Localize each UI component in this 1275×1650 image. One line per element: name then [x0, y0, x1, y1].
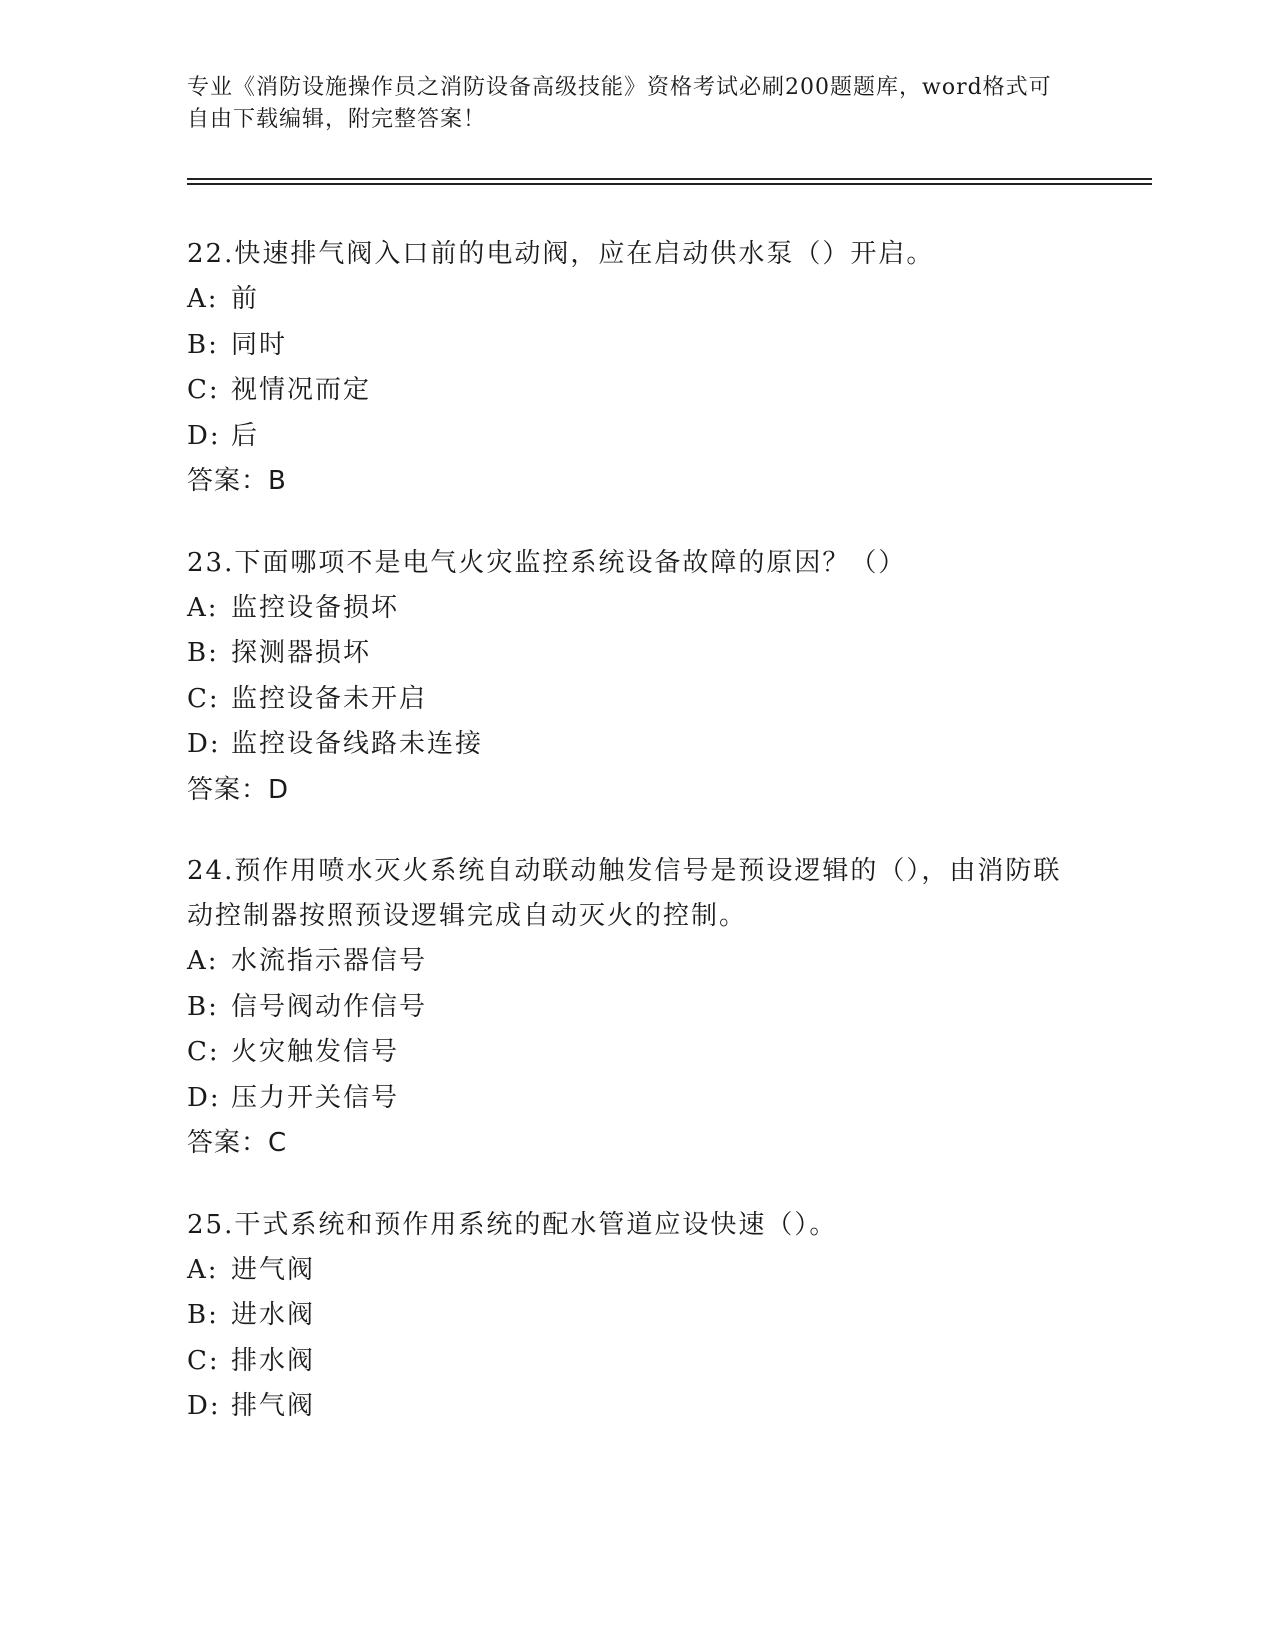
answer-line: 答案：C: [187, 1128, 288, 1158]
option-text: 监控设备未开启: [231, 683, 428, 714]
option-letter: D:: [187, 1082, 221, 1113]
question-stem: 25.干式系统和预作用系统的配水管道应设快速（）。: [187, 1209, 838, 1240]
option-c: [187, 1030, 1087, 1076]
option-c: [187, 677, 1087, 723]
option-letter: B:: [187, 329, 219, 360]
option-letter: D:: [187, 420, 221, 451]
option-text: 探测器损坏: [231, 638, 372, 668]
option-text: 监控设备线路未连接: [231, 729, 484, 759]
question-item: [187, 849, 1087, 1167]
option-text: 进气阀: [231, 1254, 316, 1285]
option-text: 水流指示器信号: [231, 946, 428, 976]
option-a: [187, 1248, 1087, 1294]
option-text: 信号阀动作信号: [231, 991, 428, 1022]
option-letter: A:: [187, 1254, 219, 1285]
option-a: [187, 586, 1087, 632]
question-item: [187, 1203, 1087, 1430]
option-text: 火灾触发信号: [231, 1037, 400, 1067]
option-a: [187, 939, 1087, 985]
option-text: 后: [231, 420, 260, 451]
option-letter: B:: [187, 638, 219, 668]
option-letter: C:: [187, 1345, 220, 1376]
option-d: [187, 1384, 1087, 1430]
option-letter: A:: [187, 284, 219, 314]
option-text: 进水阀: [231, 1300, 316, 1330]
option-letter: C:: [187, 683, 220, 714]
question-stem: 23.下面哪项不是电气火灾监控系统设备故障的原因？（）: [187, 547, 907, 578]
question-stem: 24.预作用喷水灭火系统自动联动触发信号是预设逻辑的（），由消防联动控制器按照预设逻辑完成自动灭火的控制。: [187, 856, 1062, 931]
option-letter: A:: [187, 946, 219, 976]
option-b: [187, 631, 1087, 677]
option-letter: B:: [187, 991, 219, 1022]
option-c: [187, 1339, 1087, 1385]
option-b: [187, 323, 1087, 369]
header-divider-bottom: [187, 183, 1152, 185]
option-text: 视情况而定: [231, 375, 372, 405]
option-text: 监控设备损坏: [231, 592, 400, 623]
option-d: [187, 414, 1087, 460]
document-header: 专业《消防设施操作员之消防设备高级技能》资格考试必刷200题题库，word格式可自由下载编辑，附完整答案！: [187, 75, 1052, 132]
option-letter: D:: [187, 1391, 221, 1421]
option-text: 前: [231, 284, 260, 314]
option-letter: B:: [187, 1300, 219, 1330]
option-letter: C:: [187, 375, 220, 405]
option-b: [187, 985, 1087, 1031]
option-text: 压力开关信号: [231, 1082, 400, 1113]
option-letter: A:: [187, 592, 219, 623]
option-b: [187, 1293, 1087, 1339]
option-a: [187, 277, 1087, 323]
header-divider-top: [187, 178, 1152, 180]
answer-line: 答案：B: [187, 466, 287, 496]
option-text: 排气阀: [231, 1391, 316, 1421]
option-c: [187, 368, 1087, 414]
question-stem: 22.快速排气阀入口前的电动阀，应在启动供水泵（）开启。: [187, 239, 935, 269]
question-item: [187, 541, 1087, 814]
option-text: 排水阀: [231, 1345, 316, 1376]
answer-line: 答案：D: [187, 774, 290, 805]
question-item: [187, 232, 1087, 505]
question-list: [187, 232, 1087, 1466]
option-letter: C:: [187, 1037, 220, 1067]
option-letter: D:: [187, 729, 221, 759]
option-d: [187, 1076, 1087, 1122]
option-text: 同时: [231, 329, 288, 360]
option-d: [187, 722, 1087, 768]
